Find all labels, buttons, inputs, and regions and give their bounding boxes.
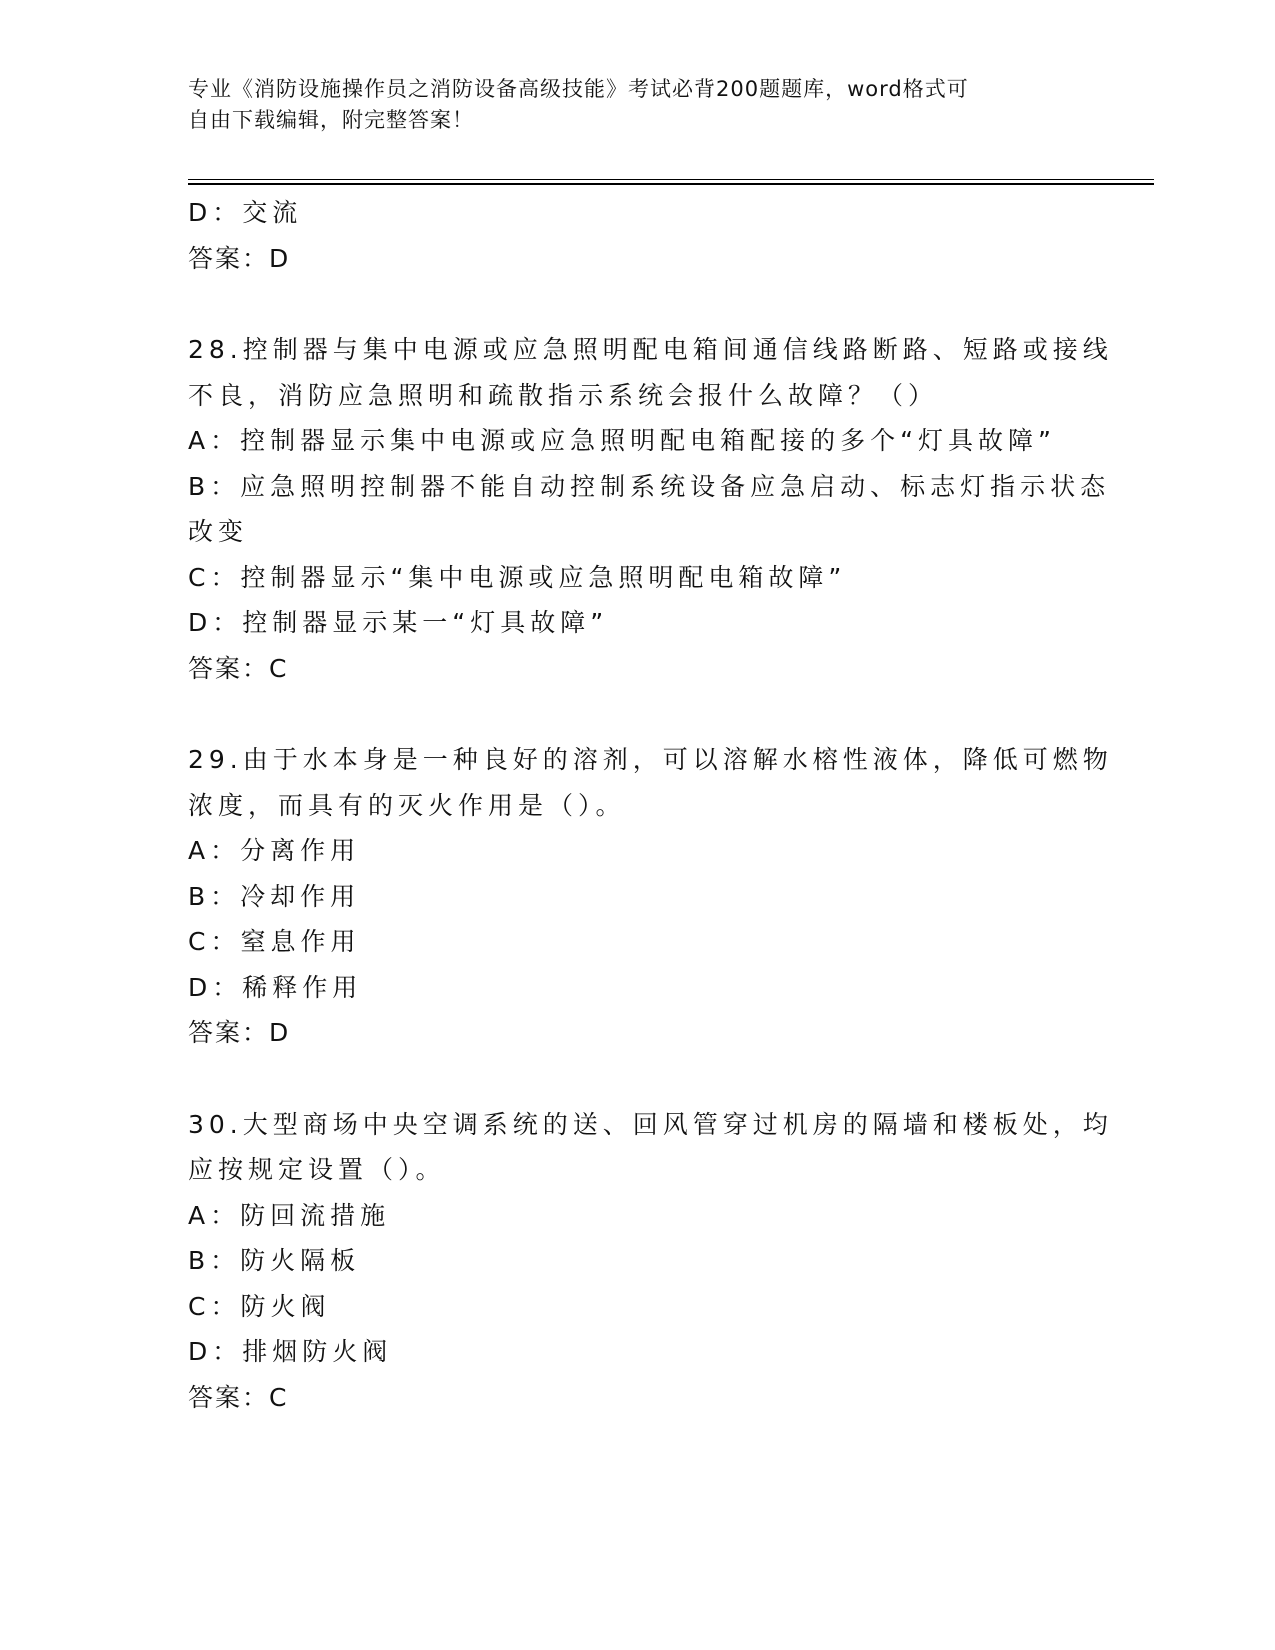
option-b-continued: 改变 (188, 517, 249, 546)
question-stem: 不良，消防应急照明和疏散指示系统会报什么故障？（） (188, 380, 939, 410)
answer: 答案：C (188, 653, 289, 683)
question-stem: 28.控制器与集中电源或应急照明配电箱间通信线路断路、短路或接线 (188, 335, 1113, 364)
page-header (188, 74, 1068, 136)
option-d: D：排烟防火阀 (188, 1337, 393, 1366)
header-divider (188, 179, 1154, 180)
question-stem: 29.由于水本身是一种良好的溶剂，可以溶解水榕性液体，降低可燃物 (188, 745, 1113, 774)
option-d: D：稀释作用 (188, 972, 363, 1002)
header-line: 专业《消防设施操作员之消防设备高级技能》考试必背200题题库，word格式可 (188, 77, 969, 101)
option-c: C：窒息作用 (188, 927, 361, 956)
question-stem: 30.大型商场中央空调系统的送、回风管穿过机房的隔墙和楼板处，均 (188, 1109, 1113, 1139)
option-b: B：冷却作用 (188, 881, 361, 911)
question-list (188, 190, 1113, 1420)
option-b: B：应急照明控制器不能自动控制系统设备应急启动、标志灯指示状态 (188, 471, 1111, 501)
question-30 (188, 1102, 1113, 1421)
question-stem: 浓度，而具有的灭火作用是（）。 (188, 790, 626, 820)
previous-question-tail (188, 190, 1088, 281)
spacer (188, 691, 1088, 737)
option-c: C：防火阀 (188, 1291, 331, 1321)
question-29 (188, 737, 1113, 1056)
option-d: D：交流 (188, 198, 303, 227)
option-a: A：控制器显示集中电源或应急照明配电箱配接的多个“灯具故障” (188, 426, 1057, 455)
option-d: D：控制器显示某一“灯具故障” (188, 608, 609, 637)
option-a: A：分离作用 (188, 836, 361, 865)
question-stem: 应按规定设置（）。 (188, 1155, 446, 1184)
spacer (188, 281, 1088, 327)
answer: 答案：D (188, 243, 291, 273)
question-28 (188, 327, 1113, 691)
answer: 答案：C (188, 1382, 289, 1412)
answer: 答案：D (188, 1018, 291, 1047)
spacer (188, 1056, 1088, 1102)
header-line: 自由下载编辑，附完整答案！ (188, 108, 474, 132)
option-a: A：防回流措施 (188, 1200, 391, 1230)
header-divider (188, 183, 1154, 185)
option-b: B：防火隔板 (188, 1246, 361, 1275)
option-c: C：控制器显示“集中电源或应急照明配电箱故障” (188, 562, 847, 592)
